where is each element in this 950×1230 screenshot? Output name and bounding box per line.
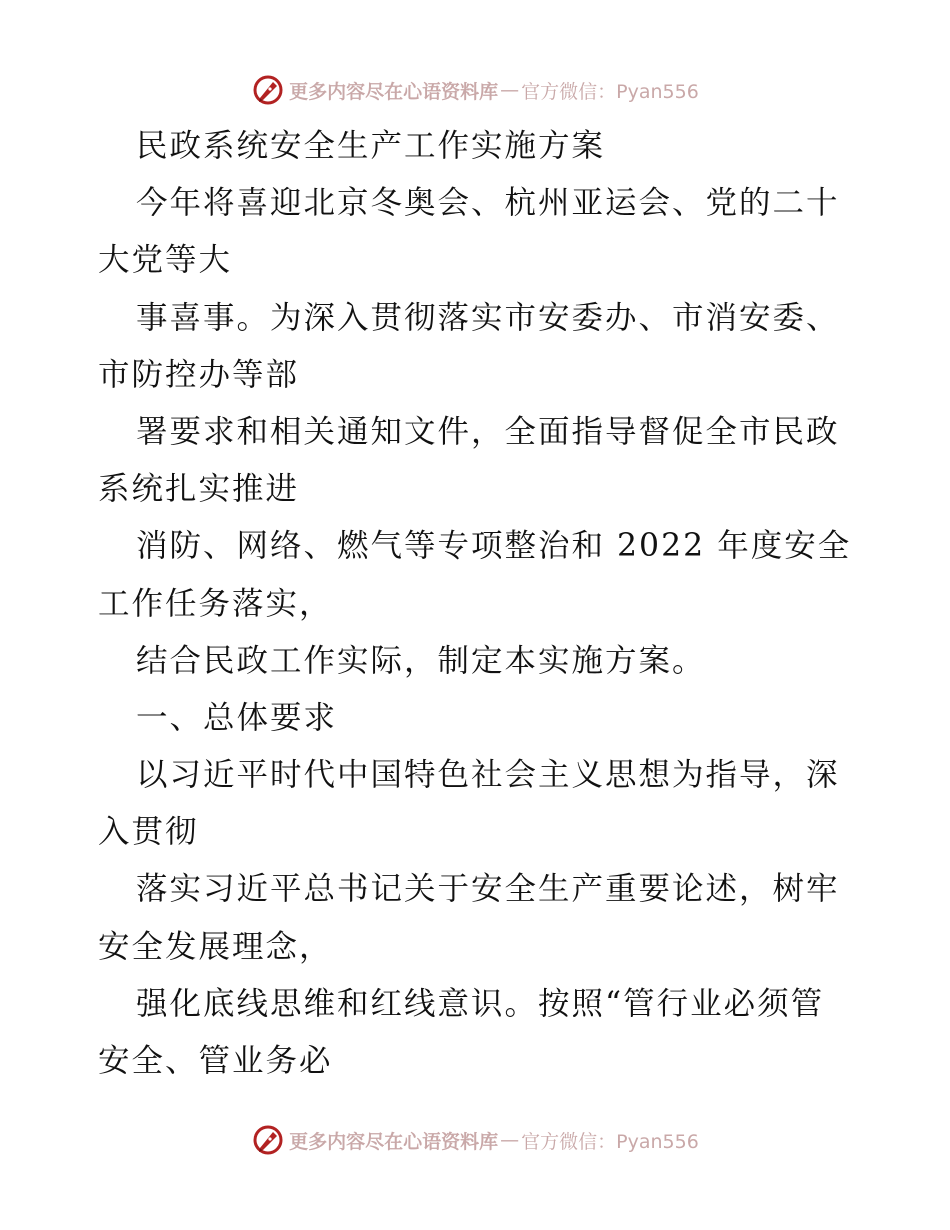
banner-text: 更多内容尽在心语资料库 — [289, 80, 499, 103]
text-line: 结合民政工作实际，制定本实施方案。 — [136, 642, 706, 679]
banner-dash: — — [500, 79, 520, 101]
text-line: 大党等大 — [98, 242, 233, 279]
pen-nib-logo-icon — [251, 73, 285, 107]
text-line: 强化底线思维和红线意识。按照“管行业必须管 — [136, 985, 825, 1022]
text-line: 安全、管业务必 — [98, 1043, 333, 1079]
text-line: 以习近平时代中国特色社会主义思想为指导，深 — [136, 757, 840, 794]
banner-text: 更多内容尽在心语资料库 — [289, 1130, 499, 1153]
text-line: 署要求和相关通知文件，全面指导督促全市民政 — [136, 413, 840, 450]
text-line: 事喜事。为深入贯彻落实市安委办、市消安委、 — [136, 299, 840, 336]
banner-wechat: 官方微信：Pyan556 — [521, 1130, 699, 1153]
text-line: 今年将喜迎北京冬奥会、杭州亚运会、党的二十 — [136, 185, 840, 222]
text-line: 落实习近平总书记关于安全生产重要论述，树牢 — [136, 871, 840, 908]
header-banner — [0, 72, 950, 108]
pen-nib-logo-icon — [251, 1123, 285, 1157]
document-title: 民政系统安全生产工作实施方案 — [136, 128, 606, 164]
footer-banner — [0, 1122, 950, 1158]
text-line: 工作任务落实， — [98, 585, 333, 622]
text-line: 市防控办等部 — [98, 356, 300, 393]
section-heading: 一、总体要求 — [136, 699, 338, 736]
banner-dash: — — [500, 1129, 520, 1151]
banner-wechat: 官方微信：Pyan556 — [521, 80, 699, 103]
document-body — [98, 118, 858, 1090]
text-line: 安全发展理念， — [98, 928, 333, 965]
text-line: 入贯彻 — [98, 814, 199, 851]
text-line: 系统扎实推进 — [98, 471, 300, 508]
text-line: 消防、网络、燃气等专项整治和 2022 年度安全 — [136, 528, 852, 565]
